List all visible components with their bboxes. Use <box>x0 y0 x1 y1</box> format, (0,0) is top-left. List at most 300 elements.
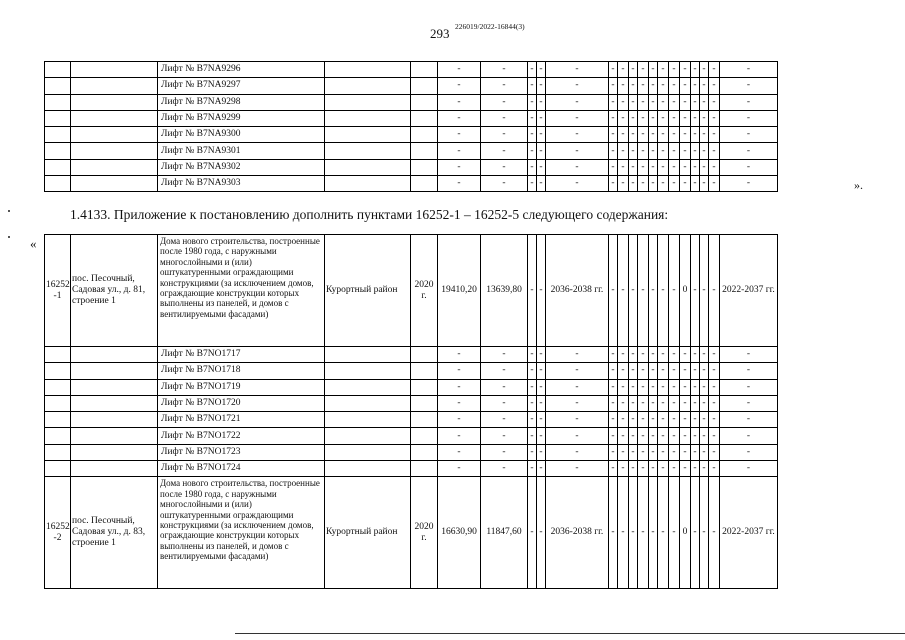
dash-cell: - <box>638 412 649 428</box>
dash-cell: - <box>658 159 669 175</box>
dash-cell: - <box>629 143 638 159</box>
dash-cell: - <box>638 235 649 347</box>
dash-cell: - <box>438 412 481 428</box>
living-area: 13639,80 <box>481 235 528 347</box>
dash-cell: - <box>680 412 691 428</box>
dash-cell: - <box>546 444 609 460</box>
lift-id-cell: Лифт № B7NO1718 <box>158 363 325 379</box>
dash-cell: - <box>691 62 700 78</box>
dash-cell: - <box>669 395 680 411</box>
dash-cell: - <box>546 78 609 94</box>
scan-speck <box>8 210 10 212</box>
dash-cell: - <box>709 159 720 175</box>
dash-cell: - <box>720 78 778 94</box>
dash-cell: - <box>680 379 691 395</box>
dash-cell: - <box>528 143 537 159</box>
dash-cell: - <box>609 412 618 428</box>
dash-cell: - <box>709 412 720 428</box>
dash-cell: - <box>709 347 720 363</box>
dash-cell: - <box>720 379 778 395</box>
dash-cell: - <box>669 428 680 444</box>
dash-cell: - <box>649 363 658 379</box>
dash-cell: - <box>629 428 638 444</box>
dash-cell: - <box>658 412 669 428</box>
dash-cell: - <box>649 159 658 175</box>
dash-cell: - <box>720 176 778 192</box>
lift-row <box>45 110 778 126</box>
dash-cell: - <box>709 110 720 126</box>
dash-cell: - <box>720 159 778 175</box>
lift-id-cell: Лифт № B7NO1719 <box>158 379 325 395</box>
lift-id-cell: Лифт № B7NA9296 <box>158 62 325 78</box>
empty-cell <box>411 94 438 110</box>
dash-cell: - <box>609 176 618 192</box>
dash-cell: - <box>700 62 709 78</box>
dash-cell: - <box>680 159 691 175</box>
dash-cell: - <box>528 176 537 192</box>
dash-cell: - <box>481 395 528 411</box>
dash-cell: - <box>629 94 638 110</box>
dash-cell: - <box>629 159 638 175</box>
dash-cell: - <box>438 379 481 395</box>
lift-id-cell: Лифт № B7NA9297 <box>158 78 325 94</box>
empty-cell <box>71 78 158 94</box>
lift-row <box>45 395 778 411</box>
dash-cell: - <box>629 412 638 428</box>
dash-cell: - <box>691 110 700 126</box>
dash-cell: - <box>618 159 629 175</box>
empty-cell <box>325 127 411 143</box>
empty-cell <box>71 461 158 477</box>
empty-cell <box>45 110 71 126</box>
dash-cell: - <box>691 444 700 460</box>
dash-cell: - <box>720 62 778 78</box>
dash-cell: - <box>481 379 528 395</box>
dash-cell: - <box>438 395 481 411</box>
dash-cell: - <box>658 461 669 477</box>
dash-cell: - <box>649 412 658 428</box>
continuation-table <box>44 61 778 192</box>
dash-cell: - <box>709 78 720 94</box>
zero-value: 0 <box>680 235 691 347</box>
dash-cell: - <box>669 379 680 395</box>
dash-cell: - <box>618 235 629 347</box>
dash-cell: - <box>438 110 481 126</box>
dash-cell: - <box>438 94 481 110</box>
empty-cell <box>325 62 411 78</box>
dash-cell: - <box>638 78 649 94</box>
dash-cell: - <box>609 428 618 444</box>
dash-cell: - <box>618 363 629 379</box>
dash-cell: - <box>537 127 546 143</box>
empty-cell <box>411 143 438 159</box>
dash-cell: - <box>700 347 709 363</box>
dash-cell: - <box>537 62 546 78</box>
dash-cell: - <box>700 461 709 477</box>
dash-cell: - <box>638 428 649 444</box>
empty-cell <box>71 94 158 110</box>
dash-cell: - <box>629 127 638 143</box>
dash-cell: - <box>546 127 609 143</box>
building-address: пос. Песочный, Садовая ул., д. 81, строение 1 <box>71 235 158 347</box>
lift-row <box>45 62 778 78</box>
dash-cell: - <box>649 127 658 143</box>
dash-cell: - <box>680 62 691 78</box>
dash-cell: - <box>680 176 691 192</box>
lift-id-cell: Лифт № B7NO1721 <box>158 412 325 428</box>
dash-cell: - <box>609 395 618 411</box>
dash-cell: - <box>629 110 638 126</box>
dash-cell: - <box>658 444 669 460</box>
dash-cell: - <box>709 235 720 347</box>
dash-cell: - <box>709 363 720 379</box>
dash-cell: - <box>691 428 700 444</box>
dash-cell: - <box>691 159 700 175</box>
dash-cell: - <box>609 143 618 159</box>
dash-cell: - <box>691 477 700 589</box>
dash-cell: - <box>609 94 618 110</box>
dash-cell: - <box>481 412 528 428</box>
lift-id-cell: Лифт № B7NO1724 <box>158 461 325 477</box>
dash-cell: - <box>691 363 700 379</box>
lift-id-cell: Лифт № B7NA9301 <box>158 143 325 159</box>
lift-id-cell: Лифт № B7NO1723 <box>158 444 325 460</box>
empty-cell <box>71 412 158 428</box>
dash-cell: - <box>709 379 720 395</box>
dash-cell: - <box>680 428 691 444</box>
dash-cell: - <box>649 78 658 94</box>
dash-cell: - <box>709 94 720 110</box>
empty-cell <box>325 110 411 126</box>
dash-cell: - <box>537 347 546 363</box>
empty-cell <box>45 379 71 395</box>
dash-cell: - <box>649 94 658 110</box>
empty-cell <box>71 379 158 395</box>
dash-cell: - <box>658 235 669 347</box>
dash-cell: - <box>609 363 618 379</box>
empty-cell <box>411 176 438 192</box>
dash-cell: - <box>709 127 720 143</box>
empty-cell <box>325 143 411 159</box>
opening-quote: « <box>30 236 37 251</box>
empty-cell <box>45 395 71 411</box>
dash-cell: - <box>481 143 528 159</box>
dash-cell: - <box>546 347 609 363</box>
empty-cell <box>325 444 411 460</box>
dash-cell: - <box>691 78 700 94</box>
dash-cell: - <box>438 78 481 94</box>
item-number: 16252 -1 <box>45 235 71 347</box>
dash-cell: - <box>700 412 709 428</box>
empty-cell <box>45 159 71 175</box>
dash-cell: - <box>720 395 778 411</box>
dash-cell: - <box>700 363 709 379</box>
district: Курортный район <box>325 235 411 347</box>
dash-cell: - <box>669 444 680 460</box>
dash-cell: - <box>537 159 546 175</box>
dash-cell: - <box>629 444 638 460</box>
dash-cell: - <box>481 62 528 78</box>
dash-cell: - <box>528 461 537 477</box>
empty-cell <box>45 428 71 444</box>
lift-id-cell: Лифт № B7NA9303 <box>158 176 325 192</box>
dash-cell: - <box>438 363 481 379</box>
empty-cell <box>71 363 158 379</box>
dash-cell: - <box>438 127 481 143</box>
empty-cell <box>325 428 411 444</box>
dash-cell: - <box>481 176 528 192</box>
dash-cell: - <box>700 444 709 460</box>
dash-cell: - <box>618 94 629 110</box>
dash-cell: - <box>638 176 649 192</box>
dash-cell: - <box>537 78 546 94</box>
dash-cell: - <box>609 127 618 143</box>
dash-cell: - <box>537 176 546 192</box>
empty-cell <box>45 412 71 428</box>
dash-cell: - <box>546 379 609 395</box>
dash-cell: - <box>691 235 700 347</box>
dash-cell: - <box>649 235 658 347</box>
dash-cell: - <box>481 127 528 143</box>
dash-cell: - <box>537 428 546 444</box>
lift-row <box>45 428 778 444</box>
lift-row <box>45 78 778 94</box>
empty-cell <box>71 428 158 444</box>
dash-cell: - <box>609 444 618 460</box>
dash-cell: - <box>618 477 629 589</box>
empty-cell <box>411 412 438 428</box>
district: Курортный район <box>325 477 411 589</box>
dash-cell: - <box>537 477 546 589</box>
empty-cell <box>325 78 411 94</box>
dash-cell: - <box>546 176 609 192</box>
empty-cell <box>411 347 438 363</box>
dash-cell: - <box>537 94 546 110</box>
dash-cell: - <box>481 444 528 460</box>
dash-cell: - <box>638 477 649 589</box>
dash-cell: - <box>658 62 669 78</box>
dash-cell: - <box>609 62 618 78</box>
lift-id-cell: Лифт № B7NA9302 <box>158 159 325 175</box>
empty-cell <box>411 461 438 477</box>
dash-cell: - <box>720 428 778 444</box>
dash-cell: - <box>658 477 669 589</box>
empty-cell <box>45 363 71 379</box>
dash-cell: - <box>669 127 680 143</box>
building-row <box>45 477 778 589</box>
empty-cell <box>325 412 411 428</box>
dash-cell: - <box>709 395 720 411</box>
dash-cell: - <box>691 347 700 363</box>
dash-cell: - <box>528 363 537 379</box>
dash-cell: - <box>438 176 481 192</box>
dash-cell: - <box>680 94 691 110</box>
lift-id-cell: Лифт № B7NO1722 <box>158 428 325 444</box>
dash-cell: - <box>638 62 649 78</box>
dash-cell: - <box>618 110 629 126</box>
dash-cell: - <box>438 461 481 477</box>
dash-cell: - <box>546 110 609 126</box>
dash-cell: - <box>709 461 720 477</box>
scan-speck <box>8 236 10 238</box>
dash-cell: - <box>669 235 680 347</box>
empty-cell <box>325 159 411 175</box>
dash-cell: - <box>700 78 709 94</box>
lift-row <box>45 127 778 143</box>
dash-cell: - <box>669 159 680 175</box>
dash-cell: - <box>649 379 658 395</box>
empty-cell <box>71 62 158 78</box>
empty-cell <box>411 159 438 175</box>
dash-cell: - <box>609 110 618 126</box>
dash-cell: - <box>700 428 709 444</box>
dash-cell: - <box>691 395 700 411</box>
lift-row <box>45 94 778 110</box>
dash-cell: - <box>481 159 528 175</box>
dash-cell: - <box>629 477 638 589</box>
dash-cell: - <box>537 444 546 460</box>
dash-cell: - <box>618 428 629 444</box>
building-row <box>45 235 778 347</box>
dash-cell: - <box>680 395 691 411</box>
dash-cell: - <box>709 428 720 444</box>
dash-cell: - <box>638 395 649 411</box>
dash-cell: - <box>680 110 691 126</box>
dash-cell: - <box>720 110 778 126</box>
empty-cell <box>325 347 411 363</box>
dash-cell: - <box>709 444 720 460</box>
dash-cell: - <box>638 127 649 143</box>
dash-cell: - <box>618 127 629 143</box>
dash-cell: - <box>638 110 649 126</box>
empty-cell <box>45 143 71 159</box>
planned-years: 2022-2037 гг. <box>720 477 778 589</box>
dash-cell: - <box>629 379 638 395</box>
dash-cell: - <box>649 444 658 460</box>
dash-cell: - <box>691 94 700 110</box>
dash-cell: - <box>438 444 481 460</box>
dash-cell: - <box>649 461 658 477</box>
empty-cell <box>325 461 411 477</box>
empty-cell <box>71 127 158 143</box>
building-address: пос. Песочный, Садовая ул., д. 83, строение 1 <box>71 477 158 589</box>
dash-cell: - <box>537 110 546 126</box>
dash-cell: - <box>700 110 709 126</box>
lift-row <box>45 363 778 379</box>
dash-cell: - <box>528 412 537 428</box>
dash-cell: - <box>658 127 669 143</box>
lift-row <box>45 461 778 477</box>
total-area: 19410,20 <box>438 235 481 347</box>
empty-cell <box>45 347 71 363</box>
empty-cell <box>71 395 158 411</box>
dash-cell: - <box>649 395 658 411</box>
dash-cell: - <box>680 127 691 143</box>
dash-cell: - <box>546 159 609 175</box>
dash-cell: - <box>658 428 669 444</box>
dash-cell: - <box>658 347 669 363</box>
empty-cell <box>411 127 438 143</box>
dash-cell: - <box>658 78 669 94</box>
building-description: Дома нового строительства, построенные после 1980 года, с наружными многослойными и (или) оштукатуренными ограждающими конструкциями (за исключением домов, ограждающие конструкции которых выполнены из панелей, и домов с вентилируемыми фасадами) <box>158 235 325 347</box>
empty-cell <box>411 62 438 78</box>
dash-cell: - <box>658 94 669 110</box>
empty-cell <box>411 363 438 379</box>
dash-cell: - <box>649 176 658 192</box>
dash-cell: - <box>537 395 546 411</box>
dash-cell: - <box>438 62 481 78</box>
dash-cell: - <box>720 347 778 363</box>
dash-cell: - <box>546 412 609 428</box>
dash-cell: - <box>720 127 778 143</box>
dash-cell: - <box>709 143 720 159</box>
dash-cell: - <box>481 347 528 363</box>
dash-cell: - <box>638 159 649 175</box>
dash-cell: - <box>528 347 537 363</box>
dash-cell: - <box>680 444 691 460</box>
dash-cell: - <box>629 395 638 411</box>
dash-cell: - <box>528 444 537 460</box>
empty-cell <box>325 176 411 192</box>
dash-cell: - <box>709 176 720 192</box>
item-number: 16252 -2 <box>45 477 71 589</box>
dash-cell: - <box>638 444 649 460</box>
repair-period: 2036-2038 гг. <box>546 477 609 589</box>
dash-cell: - <box>546 395 609 411</box>
dash-cell: - <box>618 176 629 192</box>
dash-cell: - <box>709 477 720 589</box>
dash-cell: - <box>638 363 649 379</box>
dash-cell: - <box>546 461 609 477</box>
dash-cell: - <box>649 347 658 363</box>
lift-row <box>45 143 778 159</box>
empty-cell <box>411 78 438 94</box>
dash-cell: - <box>680 363 691 379</box>
dash-cell: - <box>649 477 658 589</box>
dash-cell: - <box>481 78 528 94</box>
dash-cell: - <box>700 379 709 395</box>
zero-value: 0 <box>680 477 691 589</box>
dash-cell: - <box>438 159 481 175</box>
dash-cell: - <box>546 428 609 444</box>
dash-cell: - <box>669 94 680 110</box>
planned-years: 2022-2037 гг. <box>720 235 778 347</box>
repair-period: 2036-2038 гг. <box>546 235 609 347</box>
dash-cell: - <box>618 395 629 411</box>
dash-cell: - <box>720 363 778 379</box>
dash-cell: - <box>481 428 528 444</box>
dash-cell: - <box>528 62 537 78</box>
dash-cell: - <box>680 461 691 477</box>
dash-cell: - <box>528 428 537 444</box>
dash-cell: - <box>669 412 680 428</box>
dash-cell: - <box>638 347 649 363</box>
dash-cell: - <box>438 347 481 363</box>
dash-cell: - <box>680 143 691 159</box>
page-number: 293 <box>430 26 450 41</box>
dash-cell: - <box>537 363 546 379</box>
dash-cell: - <box>720 461 778 477</box>
dash-cell: - <box>669 78 680 94</box>
dash-cell: - <box>691 176 700 192</box>
dash-cell: - <box>669 62 680 78</box>
dash-cell: - <box>691 379 700 395</box>
dash-cell: - <box>546 62 609 78</box>
dash-cell: - <box>618 461 629 477</box>
dash-cell: - <box>720 143 778 159</box>
empty-cell <box>45 127 71 143</box>
dash-cell: - <box>638 461 649 477</box>
